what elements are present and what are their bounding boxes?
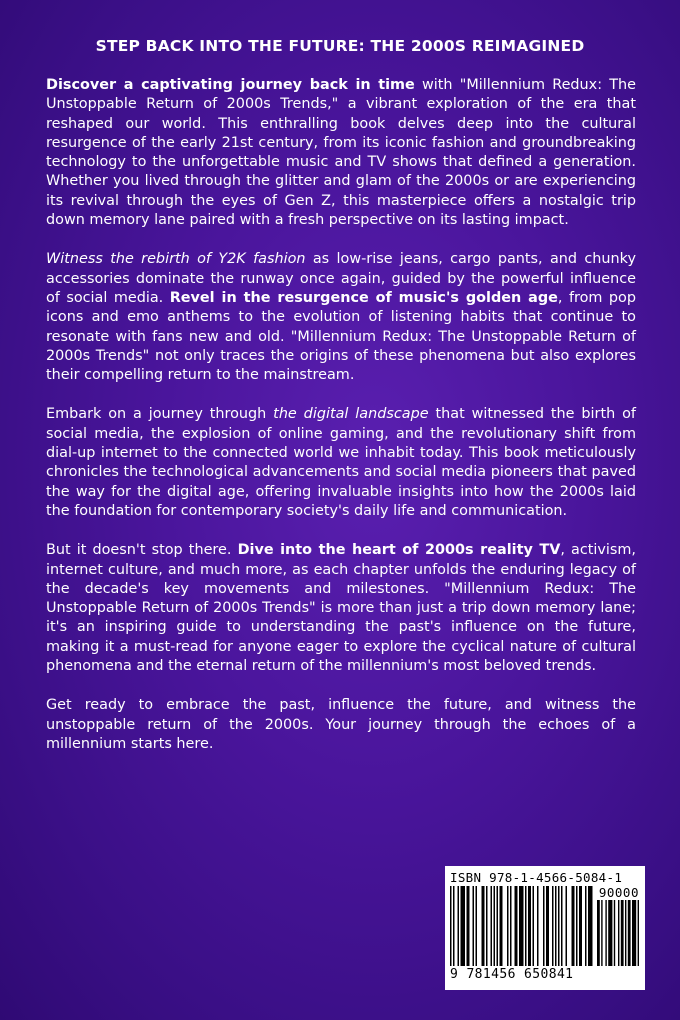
blurb-paragraph bbox=[46, 541, 636, 676]
barcode-bar bbox=[537, 886, 539, 966]
paragraph-text: , from pop icons and emo anthems to the evolution of listening habits that continue to resonate with fans new and old. "Millennium Redux: The Unstoppable Return of 2000s Trends" not only traces the origins of these phenomena but also explores their compelling return to the mainstream. bbox=[46, 289, 636, 384]
addon-bar bbox=[605, 900, 606, 966]
blurb bbox=[46, 76, 636, 774]
addon-bar bbox=[625, 900, 626, 966]
italic-text: Witness the rebirth of Y2K fashion bbox=[46, 251, 306, 268]
barcode-bar bbox=[588, 886, 593, 966]
addon-bar bbox=[638, 900, 639, 966]
barcode-bar bbox=[576, 886, 578, 966]
blurb-paragraph bbox=[46, 696, 636, 754]
barcode-bar bbox=[525, 886, 527, 966]
barcode-bar bbox=[533, 886, 535, 966]
barcode-bars bbox=[445, 886, 645, 968]
barcode-bar bbox=[558, 886, 560, 966]
addon-bar bbox=[614, 900, 615, 966]
barcode-bar bbox=[453, 886, 455, 966]
barcode-bar bbox=[579, 886, 582, 966]
isbn-barcode bbox=[445, 866, 645, 990]
paragraph-text: with "Millennium Redux: The Unstoppable Return of 2000s Trends," a vibrant exploration of the era that reshaped our world. This enthralling book delves deep into the cultural resurgence of the early 21st century, from its iconic fashion and groundbreaking technology to the unforgettable music and TV shows that defined a generation. Whether you lived through the glitter and glam of the 2000s or are experiencing its revival through the eyes of Gen Z, this masterpiece offers a nostalgic trip down memory lane paired with a fresh perspective on its lasting impact. bbox=[46, 77, 637, 229]
barcode-bar bbox=[515, 886, 518, 966]
paragraph-text: as low-rise jeans, cargo pants, and chunky accessories dominate the runway once again, guided by the powerful influence of social media. bbox=[46, 251, 636, 306]
barcode-bar bbox=[500, 886, 503, 966]
barcode-bar bbox=[566, 886, 568, 966]
barcode-bar bbox=[528, 886, 531, 966]
bold-text: Revel in the resurgence of music's golden age bbox=[169, 289, 558, 306]
barcode-bar bbox=[458, 886, 460, 966]
addon-bar bbox=[632, 900, 636, 966]
price-code: 90000 bbox=[598, 885, 639, 900]
paragraph-text: , activism, internet culture, and much more, as each chapter unfolds the enduring legacy of the decade's key movements and milestones. "Millennium Redux: The Unstoppable Return of 2000s Trends" is more than just a trip down memory lane; it's an inspiring guide to understanding the past's influence on the future, making it a must-read for anyone eager to explore the cyclical nature of cultural phenomena and the eternal return of the millennium's most beloved trends. bbox=[46, 542, 636, 675]
barcode-bar bbox=[507, 886, 509, 966]
barcode-bar bbox=[546, 886, 549, 966]
barcode-bar bbox=[494, 886, 496, 966]
addon-bar bbox=[621, 900, 624, 966]
barcode-bar bbox=[561, 886, 563, 966]
barcode-bar bbox=[572, 886, 575, 966]
addon-bar bbox=[618, 900, 619, 966]
bold-text: Dive into the heart of 2000s reality TV bbox=[237, 542, 561, 559]
paragraph-text: Embark on a journey through bbox=[46, 406, 274, 423]
paragraph-text: Get ready to embrace the past, influence the future, and witness the unstoppable return of the 2000s. Your journey through the echoes of a millennium starts here. bbox=[46, 697, 636, 752]
paragraph-text: But it doesn't stop there. bbox=[46, 542, 238, 559]
cover-heading: STEP BACK INTO THE FUTURE: THE 2000S REIMAGINED bbox=[95, 37, 585, 55]
italic-text: the digital landscape bbox=[273, 406, 429, 423]
addon-bar bbox=[601, 900, 602, 966]
barcode-bar bbox=[555, 886, 557, 966]
barcode-bar bbox=[450, 886, 452, 966]
addon-bar bbox=[628, 900, 631, 966]
blurb-paragraph bbox=[46, 405, 636, 521]
addon-bar bbox=[597, 900, 600, 966]
addon-bar bbox=[608, 900, 612, 966]
barcode-bar bbox=[519, 886, 524, 966]
ean-digits: 9 781456 650841 bbox=[450, 967, 574, 982]
barcode-bar bbox=[491, 886, 493, 966]
barcode-bar bbox=[552, 886, 554, 966]
barcode-bar bbox=[510, 886, 512, 966]
barcode-bar bbox=[476, 886, 478, 966]
barcode-bar bbox=[461, 886, 466, 966]
barcode-bar bbox=[585, 886, 587, 966]
barcode-bar bbox=[543, 886, 545, 966]
blurb-paragraph bbox=[46, 76, 636, 230]
barcode-bar bbox=[486, 886, 488, 966]
barcode-bar bbox=[467, 886, 470, 966]
barcode-bar bbox=[482, 886, 485, 966]
barcode-bar bbox=[473, 886, 475, 966]
bold-text: Discover a captivating journey back in time bbox=[46, 77, 415, 93]
paragraph-text: that witnessed the birth of social media, the explosion of online gaming, and the revolutionary shift from dial-up internet to the connected world we inhabit today. This book meticulously chronicles the technological advancements and social media pioneers that paved the way for the digital age, offering invaluable insights into how the 2000s laid the foundation for contemporary society's daily life and communication. bbox=[46, 406, 636, 519]
blurb-paragraph bbox=[46, 250, 636, 385]
isbn-label: ISBN 978-1-4566-5084-1 bbox=[450, 870, 623, 885]
barcode-bar bbox=[497, 886, 499, 966]
